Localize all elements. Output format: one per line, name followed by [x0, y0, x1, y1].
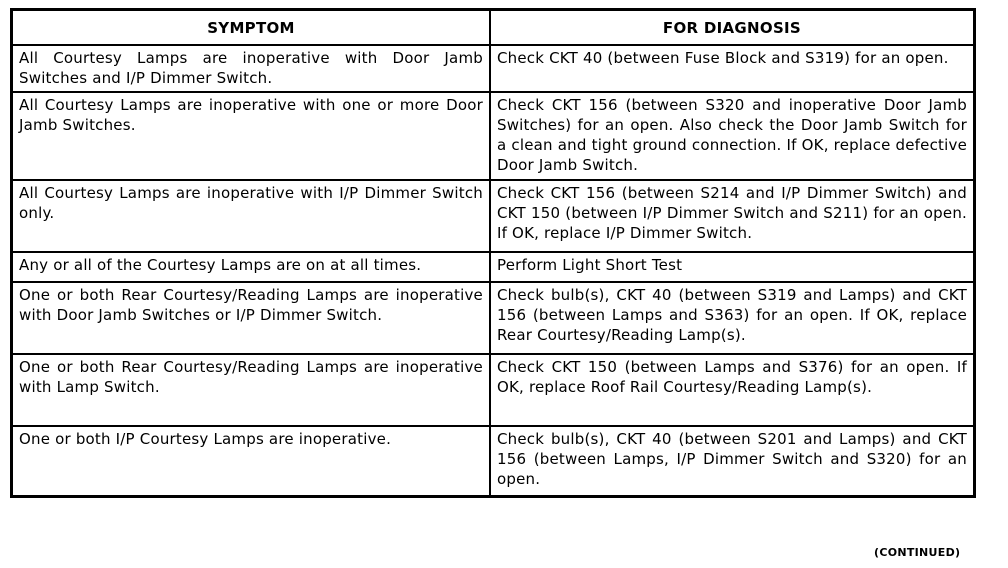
symptom-cell: One or both Rear Courtesy/Reading Lamps are inoperative with Door Jamb Switches or I/P Dimmer Switch. — [12, 282, 490, 354]
symptom-header: SYMPTOM — [12, 10, 490, 46]
symptom-cell: Any or all of the Courtesy Lamps are on at all times. — [12, 252, 490, 282]
diagnosis-cell: Check CKT 150 (between Lamps and S376) for an open. If OK, replace Roof Rail Courtesy/Reading Lamp(s). — [490, 354, 975, 426]
table-row — [12, 180, 975, 252]
diagnosis-cell: Perform Light Short Test — [490, 252, 975, 282]
symptom-cell: One or both Rear Courtesy/Reading Lamps are inoperative with Lamp Switch. — [12, 354, 490, 426]
diagnosis-cell: Check bulb(s), CKT 40 (between S201 and Lamps) and CKT 156 (between Lamps, I/P Dimmer Switch and S320) for an open. — [490, 426, 975, 496]
header-row — [12, 10, 975, 46]
diagnosis-cell: Check CKT 156 (between S320 and inoperative Door Jamb Switches) for an open. Also check the Door Jamb Switch for a clean and tight ground connection. If OK, replace defective Door Jamb Switch. — [490, 92, 975, 180]
symptom-cell: All Courtesy Lamps are inoperative with I/P Dimmer Switch only. — [12, 180, 490, 252]
continued-label: (CONTINUED) — [874, 546, 961, 559]
table-row — [12, 45, 975, 92]
symptom-cell: All Courtesy Lamps are inoperative with one or more Door Jamb Switches. — [12, 92, 490, 180]
diagnosis-cell: Check CKT 40 (between Fuse Block and S319) for an open. — [490, 45, 975, 92]
symptom-cell: One or both I/P Courtesy Lamps are inoperative. — [12, 426, 490, 496]
table-row — [12, 282, 975, 354]
symptom-cell: All Courtesy Lamps are inoperative with Door Jamb Switches and I/P Dimmer Switch. — [12, 45, 490, 92]
diagnosis-table — [10, 8, 976, 498]
diagnosis-cell: Check bulb(s), CKT 40 (between S319 and Lamps) and CKT 156 (between Lamps and S363) for an open. If OK, replace Rear Courtesy/Reading Lamp(s). — [490, 282, 975, 354]
diagnosis-cell: Check CKT 156 (between S214 and I/P Dimmer Switch) and CKT 150 (between I/P Dimmer Switch and S211) for an open. If OK, replace I/P Dimmer Switch. — [490, 180, 975, 252]
table-row — [12, 252, 975, 282]
table-row — [12, 426, 975, 496]
table-row — [12, 354, 975, 426]
diagnosis-header: FOR DIAGNOSIS — [490, 10, 975, 46]
table-row — [12, 92, 975, 180]
